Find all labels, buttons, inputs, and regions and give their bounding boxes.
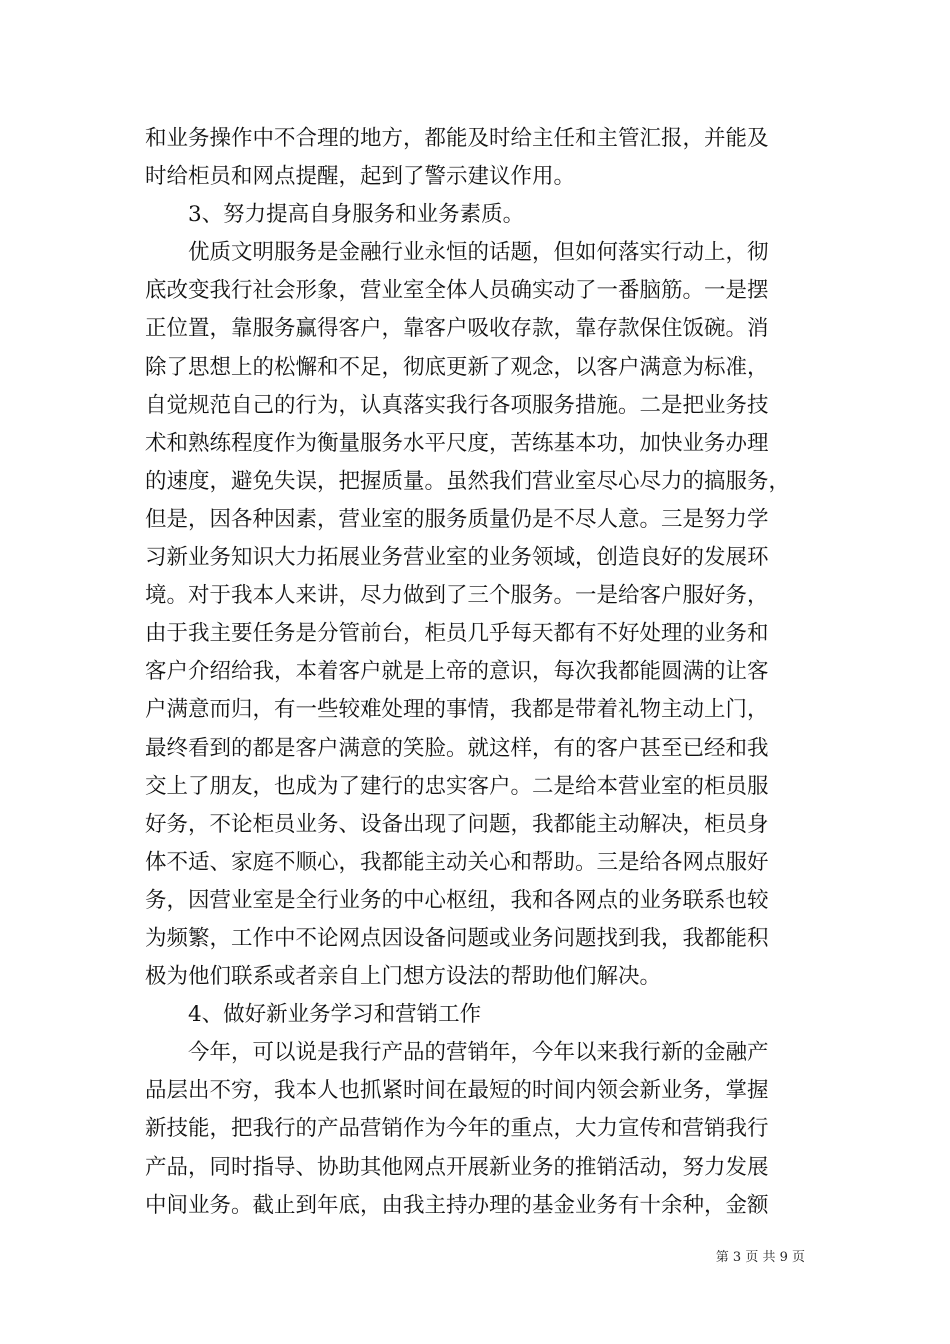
text-line: 中间业务。截止到年底，由我主持办理的基金业务有十余种，金额	[145, 1192, 769, 1218]
paragraph-start: 优质文明服务是金融行业永恒的话题，但如何落实行动上，彻	[188, 240, 769, 266]
page-number: 第 3 页 共 9 页	[715, 1250, 805, 1265]
text-line: 底改变我行社会形象，营业室全体人员确实动了一番脑筋。一是摆	[145, 278, 769, 304]
text-line: 好务，不论柜员业务、设备出现了问题，我都能主动解决，柜员身	[145, 811, 769, 837]
text-line: 体不适、家庭不顺心，我都能主动关心和帮助。三是给各网点服好	[145, 849, 769, 875]
text-line: 的速度，避免失误，把握质量。虽然我们营业室尽心尽力的搞服务，	[145, 468, 791, 494]
paragraph-start: 今年，可以说是我行产品的营销年，今年以来我行新的金融产	[188, 1040, 769, 1066]
text-line: 务，因营业室是全行业务的中心枢纽，我和各网点的业务联系也较	[145, 887, 769, 913]
text-line: 时给柜员和网点提醒，起到了警示建议作用。	[145, 164, 576, 190]
text-line: 为频繁，工作中不论网点因设备问题或业务问题找到我，我都能积	[145, 925, 769, 951]
text-line: 和业务操作中不合理的地方，都能及时给主任和主管汇报，并能及	[145, 126, 769, 151]
section-heading-4: 4、做好新业务学习和营销工作	[188, 1002, 482, 1028]
text-line: 最终看到的都是客户满意的笑脸。就这样，有的客户甚至已经和我	[145, 735, 769, 761]
document-body	[145, 120, 805, 1225]
text-line: 产品，同时指导、协助其他网点开展新业务的推销活动，努力发展	[145, 1154, 769, 1180]
text-line: 交上了朋友，也成为了建行的忠实客户。二是给本营业室的柜员服	[145, 773, 769, 799]
section-heading-3: 3、努力提高自身服务和业务素质。	[188, 202, 525, 228]
text-line: 除了思想上的松懈和不足，彻底更新了观念，以客户满意为标准，	[145, 354, 769, 380]
text-line: 术和熟练程度作为衡量服务水平尺度，苦练基本功，加快业务办理	[145, 430, 769, 456]
text-line: 但是，因各种因素，营业室的服务质量仍是不尽人意。三是努力学	[145, 506, 769, 532]
text-line: 客户介绍给我，本着客户就是上帝的意识，每次我都能圆满的让客	[145, 659, 769, 685]
text-line: 极为他们联系或者亲自上门想方设法的帮助他们解决。	[145, 964, 662, 990]
text-line: 正位置，靠服务赢得客户，靠客户吸收存款，靠存款保住饭碗。消	[145, 316, 769, 342]
text-line: 品层出不穷，我本人也抓紧时间在最短的时间内领会新业务，掌握	[145, 1078, 769, 1104]
text-line: 新技能，把我行的产品营销作为今年的重点，大力宣传和营销我行	[145, 1116, 769, 1142]
text-line: 自觉规范自己的行为，认真落实我行各项服务措施。二是把业务技	[145, 392, 769, 418]
text-line: 由于我主要任务是分管前台，柜员几乎每天都有不好处理的业务和	[145, 621, 769, 647]
text-line: 习新业务知识大力拓展业务营业室的业务领域，创造良好的发展环	[145, 545, 769, 571]
text-line: 户满意而归，有一些较难处理的事情，我都是带着礼物主动上门，	[145, 697, 769, 723]
text-line: 境。对于我本人来讲，尽力做到了三个服务。一是给客户服好务，	[145, 583, 769, 609]
